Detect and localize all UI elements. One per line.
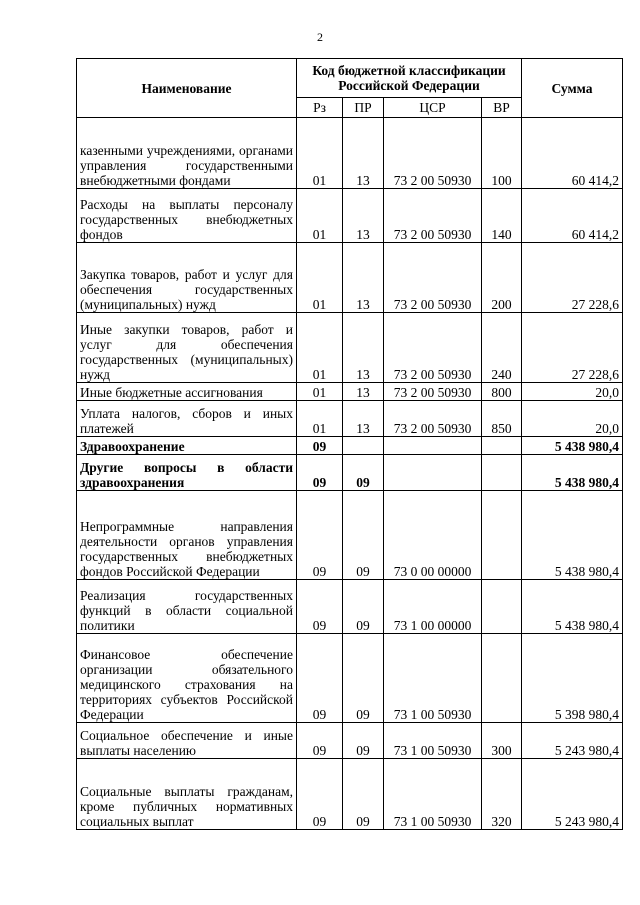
row-name: Иные закупки товаров, работ и услуг для обеспечения государственных (муниципальных) нужд	[77, 313, 297, 383]
budget-table	[76, 58, 623, 830]
table-row	[77, 437, 623, 455]
page-number: 2	[317, 30, 323, 44]
row-pr: 09	[343, 455, 384, 491]
header-code-group: Код бюджетной классификации Российской Федерации	[297, 59, 522, 98]
row-csr: 73 1 00 50930	[384, 759, 482, 830]
row-vr: 100	[482, 118, 522, 189]
row-vr: 850	[482, 401, 522, 437]
row-vr	[482, 491, 522, 580]
row-name: Финансовое обеспечение организации обязательного медицинского страхования на территориях субъектов Российской Федерации	[77, 634, 297, 723]
table-row	[77, 313, 623, 383]
row-sum: 5 243 980,4	[522, 759, 623, 830]
row-vr	[482, 437, 522, 455]
table-row	[77, 491, 623, 580]
row-name: Расходы на выплаты персоналу государственных внебюджетных фондов	[77, 189, 297, 243]
row-sum: 5 438 980,4	[522, 491, 623, 580]
header-name: Наименование	[77, 59, 297, 118]
row-pr: 13	[343, 401, 384, 437]
header-sum: Сумма	[522, 59, 623, 118]
table-row	[77, 243, 623, 313]
row-rz: 01	[297, 118, 343, 189]
row-rz: 09	[297, 759, 343, 830]
row-rz: 09	[297, 580, 343, 634]
row-name: Здравоохранение	[77, 437, 297, 455]
row-csr: 73 2 00 50930	[384, 243, 482, 313]
row-name: Социальное обеспечение и иные выплаты населению	[77, 723, 297, 759]
table-row	[77, 580, 623, 634]
row-name: Другие вопросы в области здравоохранения	[77, 455, 297, 491]
row-rz: 09	[297, 455, 343, 491]
header-rz: Рз	[297, 98, 343, 118]
row-vr	[482, 580, 522, 634]
row-rz: 09	[297, 491, 343, 580]
row-pr: 13	[343, 189, 384, 243]
row-sum: 5 398 980,4	[522, 634, 623, 723]
row-vr: 320	[482, 759, 522, 830]
table-row	[77, 383, 623, 401]
row-sum: 5 438 980,4	[522, 455, 623, 491]
row-pr: 13	[343, 118, 384, 189]
row-csr: 73 2 00 50930	[384, 118, 482, 189]
row-csr: 73 2 00 50930	[384, 189, 482, 243]
row-pr: 09	[343, 580, 384, 634]
row-csr	[384, 437, 482, 455]
row-vr	[482, 455, 522, 491]
row-name: Непрограммные направления деятельности органов управления государственных внебюджетных фондов Российской Федерации	[77, 491, 297, 580]
row-name: Закупка товаров, работ и услуг для обеспечения государственных (муниципальных) нужд	[77, 243, 297, 313]
row-rz: 09	[297, 634, 343, 723]
row-csr: 73 1 00 50930	[384, 723, 482, 759]
row-rz: 09	[297, 437, 343, 455]
table-body	[77, 118, 623, 830]
row-sum: 60 414,2	[522, 189, 623, 243]
row-rz: 01	[297, 313, 343, 383]
row-sum: 27 228,6	[522, 313, 623, 383]
row-sum: 5 438 980,4	[522, 437, 623, 455]
row-pr: 09	[343, 723, 384, 759]
row-csr: 73 1 00 00000	[384, 580, 482, 634]
table-row	[77, 634, 623, 723]
row-csr: 73 0 00 00000	[384, 491, 482, 580]
row-vr: 140	[482, 189, 522, 243]
row-sum: 20,0	[522, 383, 623, 401]
row-pr: 13	[343, 313, 384, 383]
row-pr: 09	[343, 759, 384, 830]
row-name: Социальные выплаты гражданам, кроме публичных нормативных социальных выплат	[77, 759, 297, 830]
row-sum: 60 414,2	[522, 118, 623, 189]
row-vr: 200	[482, 243, 522, 313]
row-pr: 13	[343, 383, 384, 401]
row-csr	[384, 455, 482, 491]
row-csr: 73 2 00 50930	[384, 383, 482, 401]
row-csr: 73 2 00 50930	[384, 401, 482, 437]
table-row	[77, 759, 623, 830]
row-pr: 09	[343, 634, 384, 723]
row-sum: 5 438 980,4	[522, 580, 623, 634]
row-csr: 73 2 00 50930	[384, 313, 482, 383]
table-row	[77, 401, 623, 437]
row-csr: 73 1 00 50930	[384, 634, 482, 723]
row-pr: 09	[343, 491, 384, 580]
header-vr: ВР	[482, 98, 522, 118]
row-name: Уплата налогов, сборов и иных платежей	[77, 401, 297, 437]
row-rz: 01	[297, 189, 343, 243]
row-vr: 800	[482, 383, 522, 401]
table-row	[77, 189, 623, 243]
row-name: казенными учреждениями, органами управления государственными внебюджетными фондами	[77, 118, 297, 189]
row-vr: 240	[482, 313, 522, 383]
table-row	[77, 118, 623, 189]
row-rz: 01	[297, 401, 343, 437]
row-pr	[343, 437, 384, 455]
row-name: Реализация государственных функций в области социальной политики	[77, 580, 297, 634]
table-row	[77, 723, 623, 759]
row-sum: 5 243 980,4	[522, 723, 623, 759]
table-row	[77, 455, 623, 491]
row-vr: 300	[482, 723, 522, 759]
header-pr: ПР	[343, 98, 384, 118]
row-vr	[482, 634, 522, 723]
row-name: Иные бюджетные ассигнования	[77, 383, 297, 401]
row-rz: 09	[297, 723, 343, 759]
row-rz: 01	[297, 243, 343, 313]
row-pr: 13	[343, 243, 384, 313]
row-sum: 27 228,6	[522, 243, 623, 313]
header-csr: ЦСР	[384, 98, 482, 118]
row-rz: 01	[297, 383, 343, 401]
row-sum: 20,0	[522, 401, 623, 437]
